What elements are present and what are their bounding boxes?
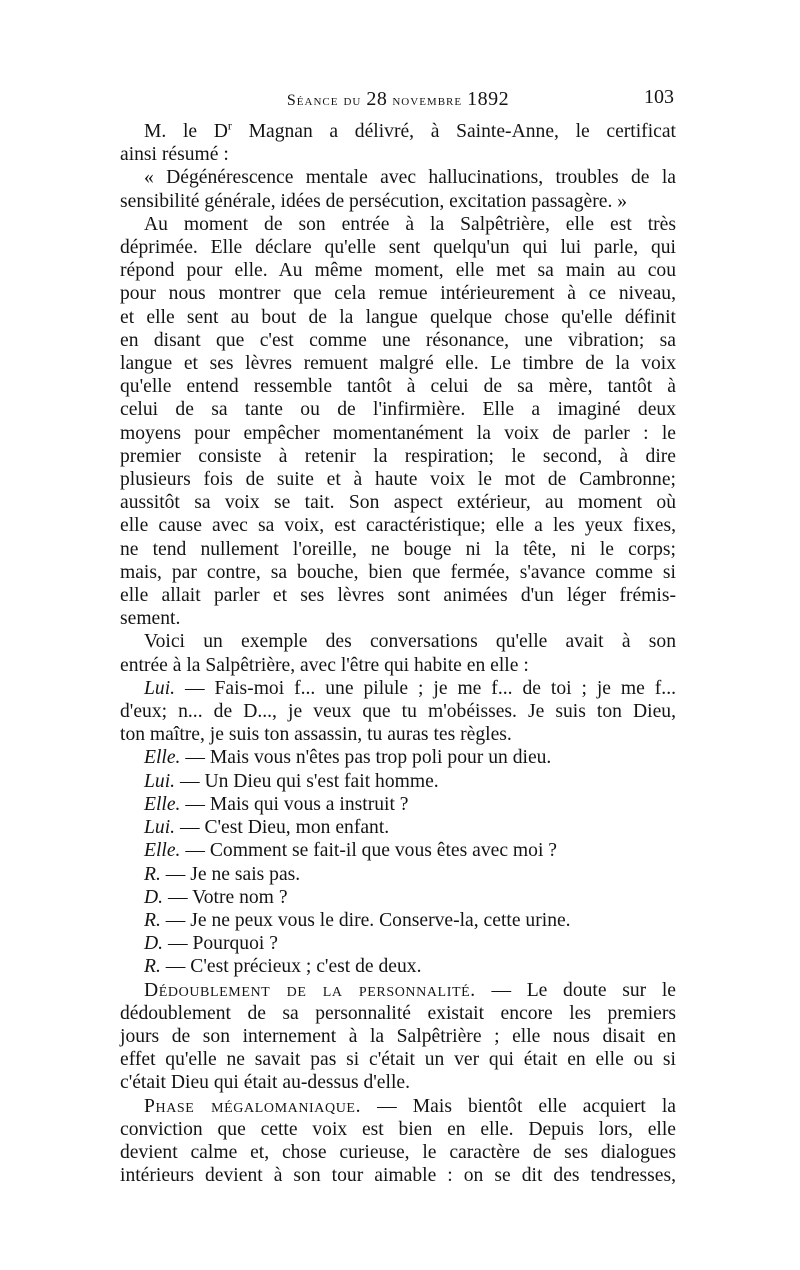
text-line: en disant que c'est comme une résonance, une vibration; sa (120, 329, 676, 351)
text-line: c'était Dieu qui était au-dessus d'elle. (120, 1072, 410, 1094)
dialogue-line: d'eux; n... de D..., je veux que tu m'obéisses. Je suis ton Dieu, (120, 701, 676, 723)
section-heading-dedoublement: Dédoublement de la personnalité. (144, 979, 476, 1001)
dialogue-line (120, 886, 676, 909)
paragraph-certificate-intro-cont (120, 143, 676, 166)
section-dedoublement (120, 979, 676, 1095)
text-line: sement. (120, 608, 181, 630)
text-run: — Le doute sur le (475, 979, 676, 1001)
book-page (120, 88, 676, 1187)
text-line: Voici un exemple des conversations qu'elle avait à son (144, 631, 676, 653)
text-line: déprimée. Elle déclare qu'elle sent quelqu'un qui lui parle, qui (120, 237, 676, 259)
dialogue-turn (120, 863, 676, 886)
section-megalomaniaque (120, 1095, 676, 1188)
dialogue-text: — Un Dieu qui s'est fait homme. (179, 770, 439, 792)
text-line: jours de son internement à la Salpêtrière ; elle nous disait en (120, 1025, 676, 1047)
dialogue-line (120, 909, 676, 932)
dialogue-speaker: R. (144, 909, 161, 931)
text-line (120, 1095, 676, 1118)
running-head-year: 1892 (467, 88, 510, 110)
dialogue-speaker: R. (144, 956, 161, 978)
text-line: ne tend nullement l'oreille, ne bouge ni la tête, ni le corps; (120, 538, 676, 560)
dialogue-turn (120, 746, 676, 769)
text-line: répond pour elle. Au même moment, elle met sa main au cou (120, 260, 676, 282)
text-line: conviction que cette voix est bien en elle. Depuis lors, elle (120, 1118, 676, 1140)
dialogue-turn (120, 955, 676, 978)
dialogue-turn (120, 839, 676, 862)
dialogue-turn (120, 909, 676, 932)
text-line: aussitôt sa voix se tait. Son aspect extérieur, au moment où (120, 492, 676, 514)
dialogue (120, 677, 676, 979)
dialogue-turn (120, 816, 676, 839)
text-line: ainsi résumé : (120, 144, 229, 166)
dialogue-text: — Comment se fait-il que vous êtes avec moi ? (185, 840, 557, 862)
section-heading-megalomaniaque: Phase mégalomaniaque. (144, 1095, 362, 1117)
dialogue-speaker: D. (144, 933, 164, 955)
running-head-month: novembre (387, 92, 468, 109)
dialogue-speaker: D. (144, 886, 164, 908)
text-line: elle cause avec sa voix, est caractéristique; elle a les yeux fixes, (120, 515, 676, 537)
text-line: dédoublement de sa personnalité existait encore les premiers (120, 1002, 676, 1024)
dialogue-line (120, 677, 676, 700)
text-line: premier consiste à retenir la respiration; le second, à dire (120, 445, 676, 467)
dialogue-speaker: Elle. (144, 793, 181, 815)
text-line: effet qu'elle ne savait pas si c'était un ver qui était en elle ou si (120, 1049, 676, 1071)
dialogue-turn (120, 932, 676, 955)
dialogue-line: ton maître, je suis ton assassin, tu auras tes règles. (120, 724, 512, 746)
dialogue-speaker: R. (144, 863, 161, 885)
paragraph-conversation-intro (120, 630, 676, 676)
page-header (120, 88, 676, 120)
superscript-r: r (227, 118, 232, 133)
text-line: langue et ses lèvres remuent malgré elle. Le timbre de la voix (120, 353, 676, 375)
dialogue-line (120, 839, 676, 862)
text-run: Magnan a délivré, à Sainte-Anne, le certificat (231, 121, 676, 142)
running-head-day: 28 (366, 88, 388, 110)
dialogue-text: — C'est Dieu, mon enfant. (179, 817, 390, 839)
dialogue-speaker: Lui. (144, 817, 176, 839)
dialogue-text: — Fais-moi f... une pilule ; je me f... de toi ; je me f... (184, 677, 676, 699)
text-line: elle allait parler et ses lèvres sont animées d'un léger frémis- (120, 585, 676, 607)
dialogue-speaker: Elle. (144, 747, 181, 769)
text-line: celui de sa tante ou de l'infirmière. Elle a imaginé deux (120, 399, 676, 421)
text-line: intérieurs devient à son tour aimable : on se dit des tendresses, (120, 1165, 676, 1187)
text-line: sensibilité générale, idées de persécution, excitation passagère. » (120, 190, 628, 212)
text-line: Au moment de son entrée à la Salpêtrière, elle est très (144, 213, 676, 235)
dialogue-text: — Mais qui vous a instruit ? (185, 793, 409, 815)
dialogue-text: — Pourquoi ? (167, 933, 278, 955)
dialogue-text: — C'est précieux ; c'est de deux. (165, 956, 422, 978)
text-line: mais, par contre, sa bouche, bien que fermée, s'avance comme si (120, 561, 676, 583)
dialogue-text: — Mais vous n'êtes pas trop poli pour un dieu. (185, 747, 552, 769)
text-line: plusieurs fois de suite et à haute voix le mot de Cambronne; (120, 469, 676, 491)
dialogue-text: — Je ne sais pas. (165, 863, 301, 885)
text-line: moyens pour empêcher momentanément la voix de parler : le (120, 422, 676, 444)
paragraph-admission (120, 213, 676, 631)
dialogue-speaker: Lui. (144, 677, 176, 699)
text-line: devient calme et, chose curieuse, le caractère de ses dialogues (120, 1141, 676, 1163)
dialogue-line (120, 746, 676, 769)
dialogue-line (120, 932, 676, 955)
text-run: — Mais bientôt elle acquiert la (361, 1095, 677, 1117)
dialogue-line (120, 863, 676, 886)
dialogue-line (120, 793, 676, 816)
dialogue-line (120, 955, 676, 978)
paragraph-certificate-quote (120, 166, 676, 212)
text-line: « Dégénérescence mentale avec hallucinations, troubles de la (144, 167, 676, 189)
dialogue-turn (120, 677, 676, 747)
dialogue-speaker: Lui. (144, 770, 176, 792)
dialogue-text: — Votre nom ? (167, 886, 288, 908)
paragraph-certificate-intro (120, 120, 676, 143)
text-line: pour nous montrer que cela remue intérieurement à ce niveau, (120, 283, 676, 305)
dialogue-turn (120, 793, 676, 816)
dialogue-text: — Je ne peux vous le dire. Conserve-la, cette urine. (165, 909, 571, 931)
dialogue-line (120, 770, 676, 793)
dialogue-turn (120, 886, 676, 909)
page-number: 103 (644, 86, 674, 108)
dialogue-speaker: Elle. (144, 840, 181, 862)
text-line: entrée à la Salpêtrière, avec l'être qui habite en elle : (120, 654, 529, 676)
text-line: qu'elle entend ressemble tantôt à celui de sa mère, tantôt à (120, 376, 676, 398)
text-run: M. le D (144, 121, 228, 142)
running-head (120, 88, 676, 112)
dialogue-turn (120, 770, 676, 793)
dialogue-line (120, 816, 676, 839)
running-head-text: Séance du (286, 92, 367, 109)
text-line (120, 979, 676, 1002)
text-line: et elle sent au bout de la langue quelque chose qu'elle définit (120, 306, 676, 328)
